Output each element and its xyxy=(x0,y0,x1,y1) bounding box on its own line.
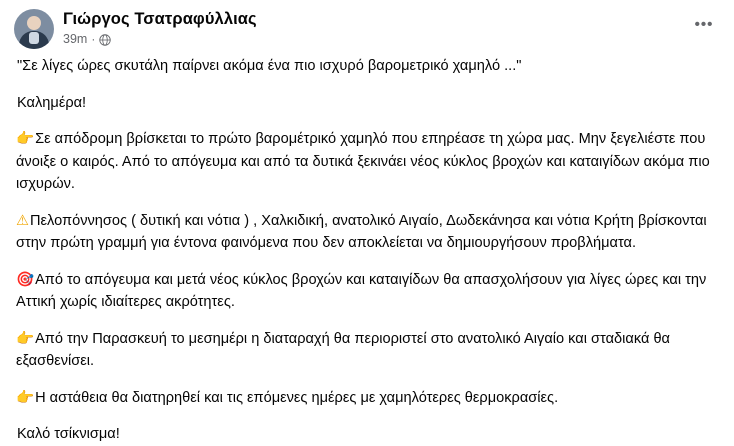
post-paragraph xyxy=(16,269,718,314)
target-icon: 🎯 xyxy=(16,271,35,288)
post-meta xyxy=(63,32,257,46)
author-name[interactable]: Γιώργος Τσατραφύλλιας xyxy=(63,10,257,28)
post-header xyxy=(0,0,734,51)
paragraph-text: "Σε λίγες ώρες σκυτάλη παίρνει ακόμα ένα πιο ισχυρό βαρομετρικό χαμηλό ..." xyxy=(17,58,522,74)
globe-icon[interactable] xyxy=(99,34,111,46)
post-paragraph xyxy=(16,423,718,446)
paragraph-text: Η αστάθεια θα διατηρηθεί και τις επόμενες ημέρες με χαμηλότερες θερμοκρασίες. xyxy=(35,389,559,406)
paragraph-text: Σε απόδρομη βρίσκεται το πρώτο βαρομέτρικό χαμηλό που επηρέασε τη χώρα μας. Μην ξεγελιέστε που άνοιξε ο καιρός. Από το απόγευμα και από τα δυτικά ξεκινάει νέος κύκλος βροχών και καταιγίδων ακόμα πιο ισχυρών. xyxy=(16,131,710,192)
post-paragraph xyxy=(16,92,718,115)
avatar[interactable] xyxy=(14,9,54,49)
post-header-text xyxy=(63,8,257,46)
pointing-hand-icon: 👉 xyxy=(16,389,35,406)
post-body xyxy=(0,51,734,446)
post-paragraph xyxy=(16,210,718,255)
meta-separator: · xyxy=(91,32,96,46)
paragraph-text: Καλό τσίκνισμα! xyxy=(17,426,120,442)
post-paragraph xyxy=(16,328,718,373)
paragraph-text: Πελοπόννησος ( δυτική και νότια ) , Χαλκιδική, ανατολικό Αιγαίο, Δωδεκάνησα και νότια Κρήτη βρίσκονται στην πρώτη γραμμή για έντονα φαινόμενα που δεν αποκλείεται να δημιουργήσουν προβλήματα. xyxy=(16,212,707,251)
paragraph-text: Από την Παρασκευή το μεσημέρι η διαταραχή θα περιοριστεί στο ανατολικό Αιγαίο και σταδιακά θα εξασθενίσει. xyxy=(16,330,670,369)
pointing-hand-icon: 👉 xyxy=(16,131,35,147)
warning-icon: ⚠ xyxy=(16,212,29,229)
post-options-menu-icon[interactable]: ••• xyxy=(694,15,714,33)
pointing-hand-icon: 👉 xyxy=(16,330,35,347)
avatar-head-shape xyxy=(27,16,41,30)
post-paragraph xyxy=(16,387,718,410)
avatar-shirt-shape xyxy=(29,32,39,44)
timestamp[interactable]: 39m xyxy=(63,32,88,46)
post-paragraph xyxy=(16,55,718,78)
post-paragraph xyxy=(16,128,718,196)
paragraph-text: Καλημέρα! xyxy=(17,94,87,111)
paragraph-text: Από το απόγευμα και μετά νέος κύκλος βροχών και καταιγίδων θα απασχολήσουν για λίγες ώρες και την Αττική χωρίς ιδιαίτερες ακρότητες. xyxy=(16,271,707,310)
